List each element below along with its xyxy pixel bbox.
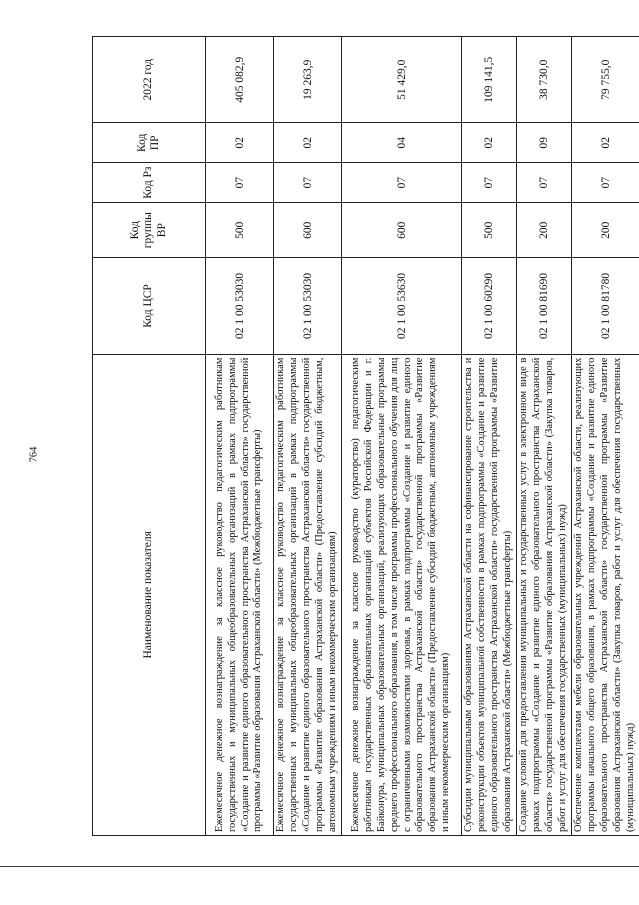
row-amount: 79 755,0 (572, 37, 639, 123)
row-pr: 02 (206, 123, 274, 163)
row-vr: 500 (206, 203, 274, 258)
row-csr: 02 1 00 81780 (572, 258, 639, 354)
row-amount: 109 141,5 (462, 37, 517, 123)
row-csr: 02 1 00 53630 (342, 258, 462, 354)
table-row (274, 37, 342, 836)
table-row (462, 37, 517, 836)
page-number: 764 (28, 446, 40, 463)
table-row (206, 37, 274, 836)
bottom-rule (0, 866, 639, 867)
row-csr: 02 1 00 53030 (206, 258, 274, 354)
row-vr: 500 (462, 203, 517, 258)
row-amount: 19 263,9 (274, 37, 342, 123)
row-csr: 02 1 00 53030 (274, 258, 342, 354)
row-name: Ежемесячное денежное вознаграждение за классное руководство педагогическим работникам государственных и муниципальных общеобразовательных организаций в рамках подпрограммы «Создание и развитие единого образовательного пространства Астраханской области» государственной программы «Развитие образования Астраханской области» (Межбюджетные трансферты) (206, 354, 274, 835)
row-amount: 51 429,0 (342, 37, 462, 123)
row-vr: 600 (342, 203, 462, 258)
row-csr: 02 1 00 60290 (462, 258, 517, 354)
row-pr: 02 (274, 123, 342, 163)
row-name: Обеспечение комплектами мебели образовательных учреждений Астраханской области, реализующих программы начального общего образования, в рамках подпрограммы «Создание и развитие единого образовательного пространства Астраханской области» государственной программы «Развитие образования Астраханской области» (Закупка товаров, работ и услуг для обеспечения государственных (муниципальных) нужд) (572, 354, 639, 835)
header-rz: Код Рз (93, 163, 206, 203)
row-name: Субсидии муниципальным образованиям Астраханской области на софинансирование строительства и реконструкции объектов муниципальной собственности в рамках подпрограммы «Создание и развитие единого образовательного пространства Астраханской области» государственной программы «Развитие образования Астраханской области» (Межбюджетные трансферты) (462, 354, 517, 835)
row-rz: 07 (342, 163, 462, 203)
row-rz: 07 (206, 163, 274, 203)
row-pr: 04 (342, 123, 462, 163)
row-amount: 405 082,9 (206, 37, 274, 123)
row-pr: 02 (572, 123, 639, 163)
row-rz: 07 (517, 163, 572, 203)
row-rz: 07 (274, 163, 342, 203)
header-csr: Код ЦСР (93, 258, 206, 354)
header-year: 2022 год (93, 37, 206, 123)
row-name: Ежемесячное денежное вознаграждение за классное руководство педагогическим работникам государственных и муниципальных общеобразовательных организаций в рамках подпрограммы «Создание и развитие единого образовательного пространства Астраханской области» государственной программы «Развитие образования Астраханской области» (Предоставление субсидий бюджетным, автономным учреждениям и иным некоммерческим организациям) (274, 354, 342, 835)
row-vr: 200 (517, 203, 572, 258)
row-rz: 07 (462, 163, 517, 203)
table-row (572, 37, 639, 836)
row-vr: 200 (572, 203, 639, 258)
rotated-table-wrapper (92, 36, 636, 836)
row-name: Создание условий для предоставления муниципальных и государственных услуг в электронном виде в рамках подпрограммы «Создание и развитие единого образовательного пространства Астраханской области» государственной программы «Развитие образования Астраханской области» (Закупка товаров, работ и услуг для обеспечения государственных (муниципальных) нужд) (517, 354, 572, 835)
header-pr: Код ПР (93, 123, 206, 163)
row-pr: 09 (517, 123, 572, 163)
header-row (93, 37, 206, 836)
row-amount: 38 730,0 (517, 37, 572, 123)
row-pr: 02 (462, 123, 517, 163)
header-vr: Код группы ВР (93, 203, 206, 258)
budget-table (92, 36, 639, 836)
row-name: Ежемесячное денежное вознаграждение за классное руководство (кураторство) педагогическим работникам государственных образовательных организаций субъектов Российской Федерации и г. Байконура, муниципальных образовательных организаций, реализующих образовательные программы среднего профессионального образования, в том числе программы профессионального обучения для лиц с ограниченными возможностями здоровья, в рамках подпрограммы «Создание и развитие единого образовательного пространства Астраханской области» государственной программы «Развитие образования Астраханской области» (Предоставление субсидий бюджетным, автономным учреждениям и иным некоммерческим организациям) (342, 354, 462, 835)
table-row (342, 37, 462, 836)
row-csr: 02 1 00 81690 (517, 258, 572, 354)
row-vr: 600 (274, 203, 342, 258)
header-name: Наименование показателя (93, 354, 206, 835)
row-rz: 07 (572, 163, 639, 203)
table-row (517, 37, 572, 836)
